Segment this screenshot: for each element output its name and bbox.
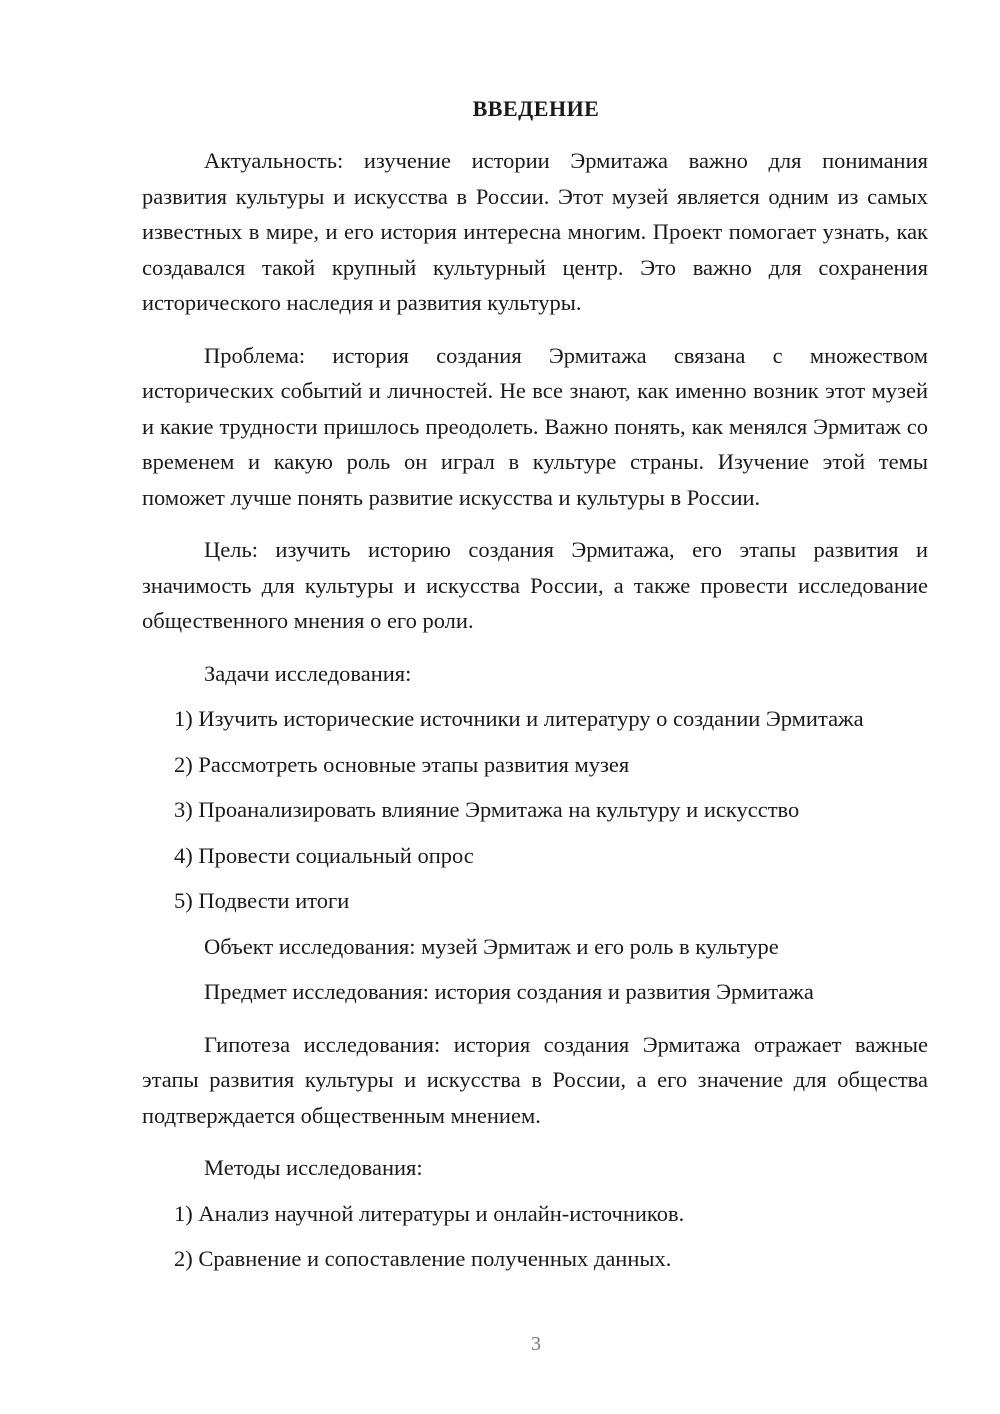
page-number: 3 xyxy=(531,1333,541,1355)
paragraph-object: Объект исследования: музей Эрмитаж и его роль в культуре xyxy=(204,933,779,959)
methods-list xyxy=(142,1196,928,1277)
tasks-list xyxy=(142,701,928,919)
section-heading: ВВЕДЕНИЕ xyxy=(472,96,600,121)
document-body xyxy=(142,143,928,1277)
tasks-heading: Задачи исследования: xyxy=(204,660,412,686)
paragraph-relevance: Актуальность: изучение истории Эрмитажа важно для понимания развития культуры и искусства в России. Этот музей является одним из самых известных в мире, и его история интересна многим. Проект помогает узнать, как создавался такой крупный культурный центр. Это важно для сохранения исторического наследия и развития культуры. xyxy=(142,148,928,315)
paragraph-problem: Проблема: история создания Эрмитажа связана с множеством исторических событий и личностей. Не все знают, как именно возник этот музей и какие трудности пришлось преодолеть. Важно понять, как менялся Эрмитаж со временем и какую роль он играл в культуре страны. Изучение этой темы поможет лучше понять развитие искусства и культуры в России. xyxy=(142,342,928,510)
task-item: 1) Изучить исторические источники и литературу о создании Эрмитажа xyxy=(174,706,864,731)
task-item: 2) Рассмотреть основные этапы развития музея xyxy=(174,751,630,777)
paragraph-subject: Предмет исследования: история создания и развития Эрмитажа xyxy=(204,979,814,1004)
paragraph-goal: Цель: изучить историю создания Эрмитажа, его этапы развития и значимость для культуры и искусства России, а также провести исследование общественного мнения о его роли. xyxy=(142,537,928,633)
task-item: 5) Подвести итоги xyxy=(174,888,350,913)
task-item: 3) Проанализировать влияние Эрмитажа на культуру и искусство xyxy=(174,797,800,822)
methods-heading: Методы исследования: xyxy=(204,1155,423,1180)
method-item: 1) Анализ научной литературы и онлайн-источников. xyxy=(174,1200,685,1226)
paragraph-hypothesis: Гипотеза исследования: история создания Эрмитажа отражает важные этапы развития культуры и искусства в России, а его значение для общества подтверждается общественным мнением. xyxy=(142,1031,928,1128)
task-item: 4) Провести социальный опрос xyxy=(174,842,474,868)
method-item: 2) Сравнение и сопоставление полученных данных. xyxy=(174,1246,672,1271)
